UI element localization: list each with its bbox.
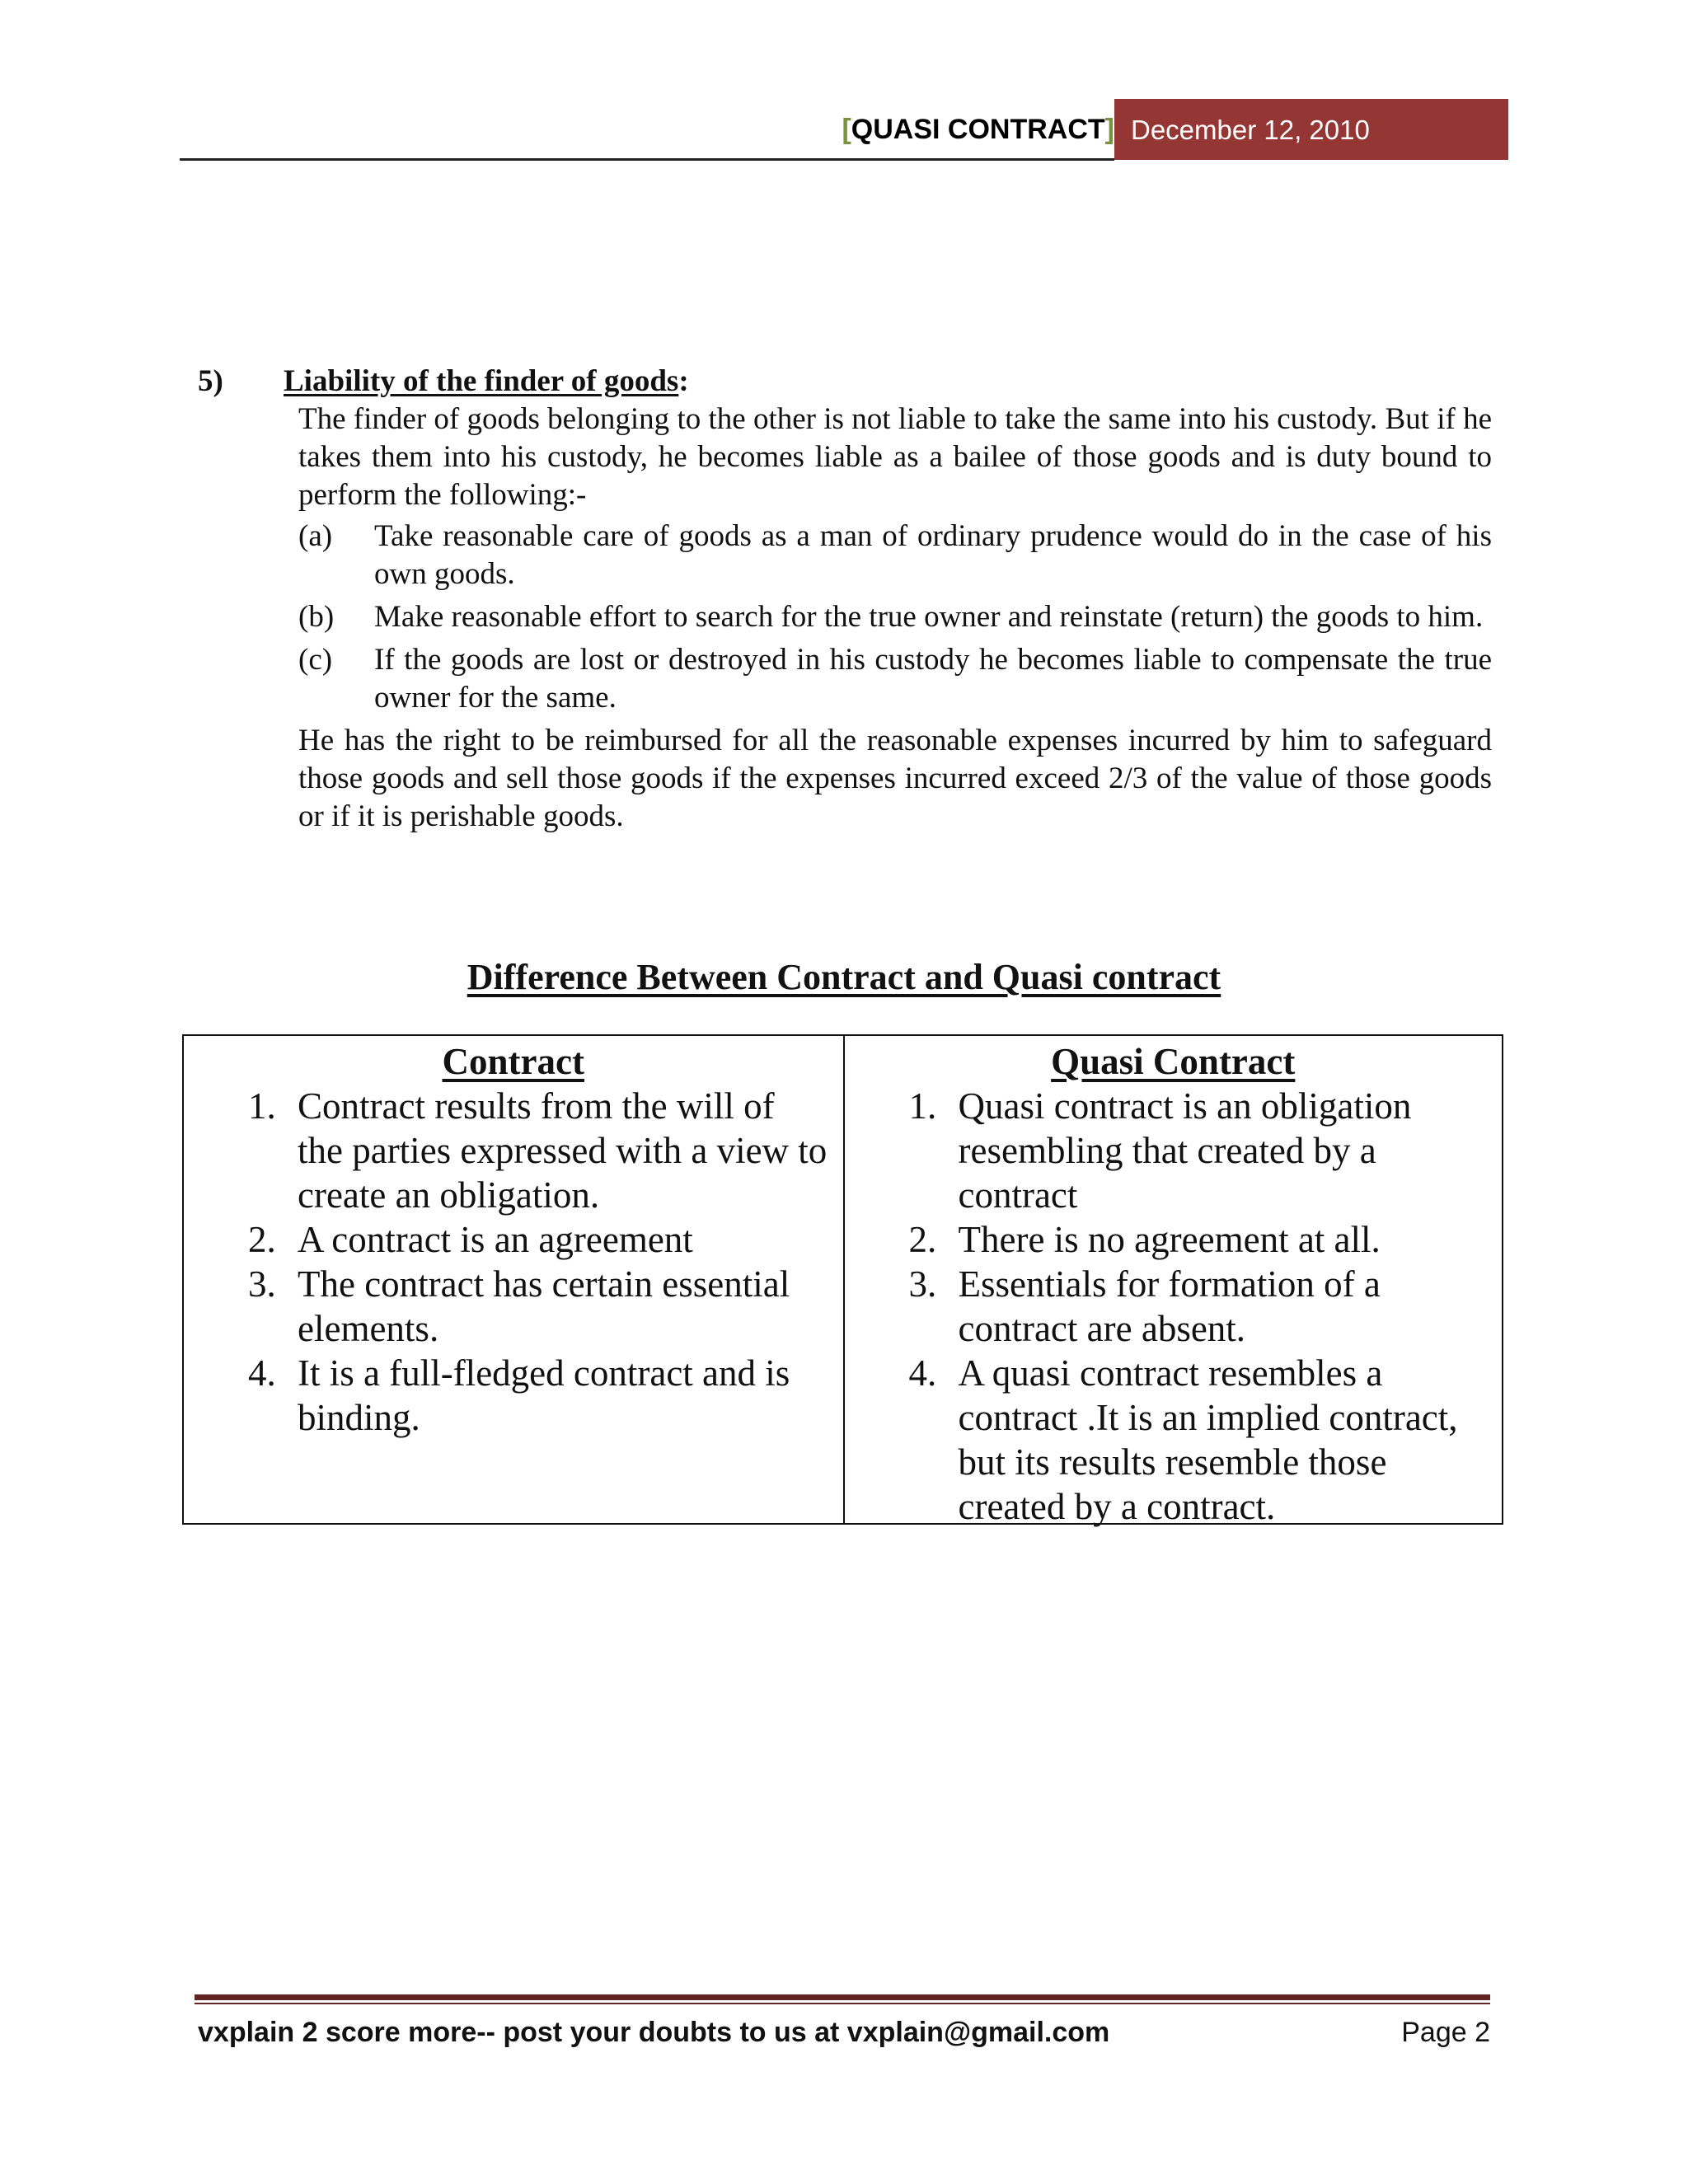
list-text: It is a full-fledged contract and is binding. (298, 1352, 790, 1438)
section-closing: He has the right to be reimbursed for all the reasonable expenses incurred by him to safeguard those goods and sell those goods if the expenses incurred exceed 2/3 of the value of those goods or if it is perishable goods. (298, 724, 1492, 833)
list-number: 2. (248, 1219, 276, 1260)
page-header (180, 99, 1508, 160)
header-bracket-close: ] (1104, 114, 1114, 145)
header-date: December 12, 2010 (1114, 99, 1508, 160)
list-text: Quasi contract is an obligation resembling that created by a contract (958, 1085, 1412, 1216)
list-number: 4. (908, 1352, 937, 1394)
contract-points (184, 1084, 843, 1440)
list-number: 3. (908, 1263, 937, 1305)
duty-text: Make reasonable effort to search for the true owner and reinstate (return) the goods to him. (374, 600, 1484, 634)
section-title (284, 363, 689, 401)
section-title-text: Liability of the finder of goods (284, 364, 679, 398)
page-number: Page 2 (1401, 2017, 1490, 2048)
duty-item (298, 598, 1492, 636)
quasi-contract-column (843, 1036, 1503, 1527)
section-finder-liability (198, 363, 1492, 836)
header-title (842, 99, 1114, 158)
contract-heading: Contract (442, 1041, 584, 1082)
list-item (184, 1084, 843, 1217)
section-number: 5) (198, 364, 223, 398)
list-number: 1. (248, 1085, 276, 1127)
header-title-text: QUASI CONTRACT (851, 114, 1105, 145)
difference-table (182, 1034, 1503, 1525)
header-rule (180, 158, 1114, 161)
duty-text: Take reasonable care of goods as a man of ordinary prudence would do in the case of his own goods. (374, 519, 1492, 591)
list-text: The contract has certain essential elements. (298, 1263, 790, 1349)
duty-list (298, 518, 1492, 717)
duty-item (298, 641, 1492, 717)
list-number: 3. (248, 1263, 276, 1305)
quasi-contract-heading: Quasi Contract (1051, 1041, 1296, 1082)
list-item (845, 1262, 1503, 1351)
list-text: Essentials for formation of a contract are absent. (958, 1263, 1381, 1349)
list-item (845, 1084, 1503, 1217)
list-number: 1. (908, 1085, 937, 1127)
list-item (184, 1351, 843, 1440)
footer-rule-thin (195, 2003, 1490, 2004)
difference-title: Difference Between Contract and Quasi contract (467, 957, 1221, 997)
contract-column (184, 1036, 843, 1523)
section-intro: The finder of goods belonging to the other is not liable to take the same into his custody. But if he takes them into his custody, he becomes liable as a bailee of those goods and is duty bound to perform the following:- (298, 402, 1492, 512)
list-item (845, 1351, 1503, 1529)
section-title-suffix: : (678, 364, 689, 398)
duty-text: If the goods are lost or destroyed in his custody he becomes liable to compensate the true owner for the same. (374, 643, 1492, 715)
duty-item (298, 518, 1492, 593)
duty-marker: (b) (298, 600, 335, 634)
list-item (184, 1262, 843, 1351)
list-text: There is no agreement at all. (958, 1219, 1381, 1260)
list-number: 4. (248, 1352, 276, 1394)
list-text: A contract is an agreement (298, 1219, 693, 1260)
list-item (845, 1217, 1503, 1262)
list-number: 2. (908, 1219, 937, 1260)
header-bracket-open: [ (842, 114, 851, 145)
list-item (184, 1217, 843, 1262)
footer-rule (195, 1994, 1490, 2000)
duty-marker: (c) (298, 643, 333, 677)
list-text: Contract results from the will of the parties expressed with a view to create an obligation. (298, 1085, 828, 1216)
quasi-contract-points (845, 1084, 1503, 1529)
section-heading (198, 363, 1492, 401)
list-text: A quasi contract resembles a contract .It is an implied contract, but its results resemble those created by a contract. (958, 1352, 1458, 1527)
footer-contact: vxplain 2 score more-- post your doubts to us at vxplain@gmail.com (198, 2017, 1110, 2048)
duty-marker: (a) (298, 519, 333, 553)
